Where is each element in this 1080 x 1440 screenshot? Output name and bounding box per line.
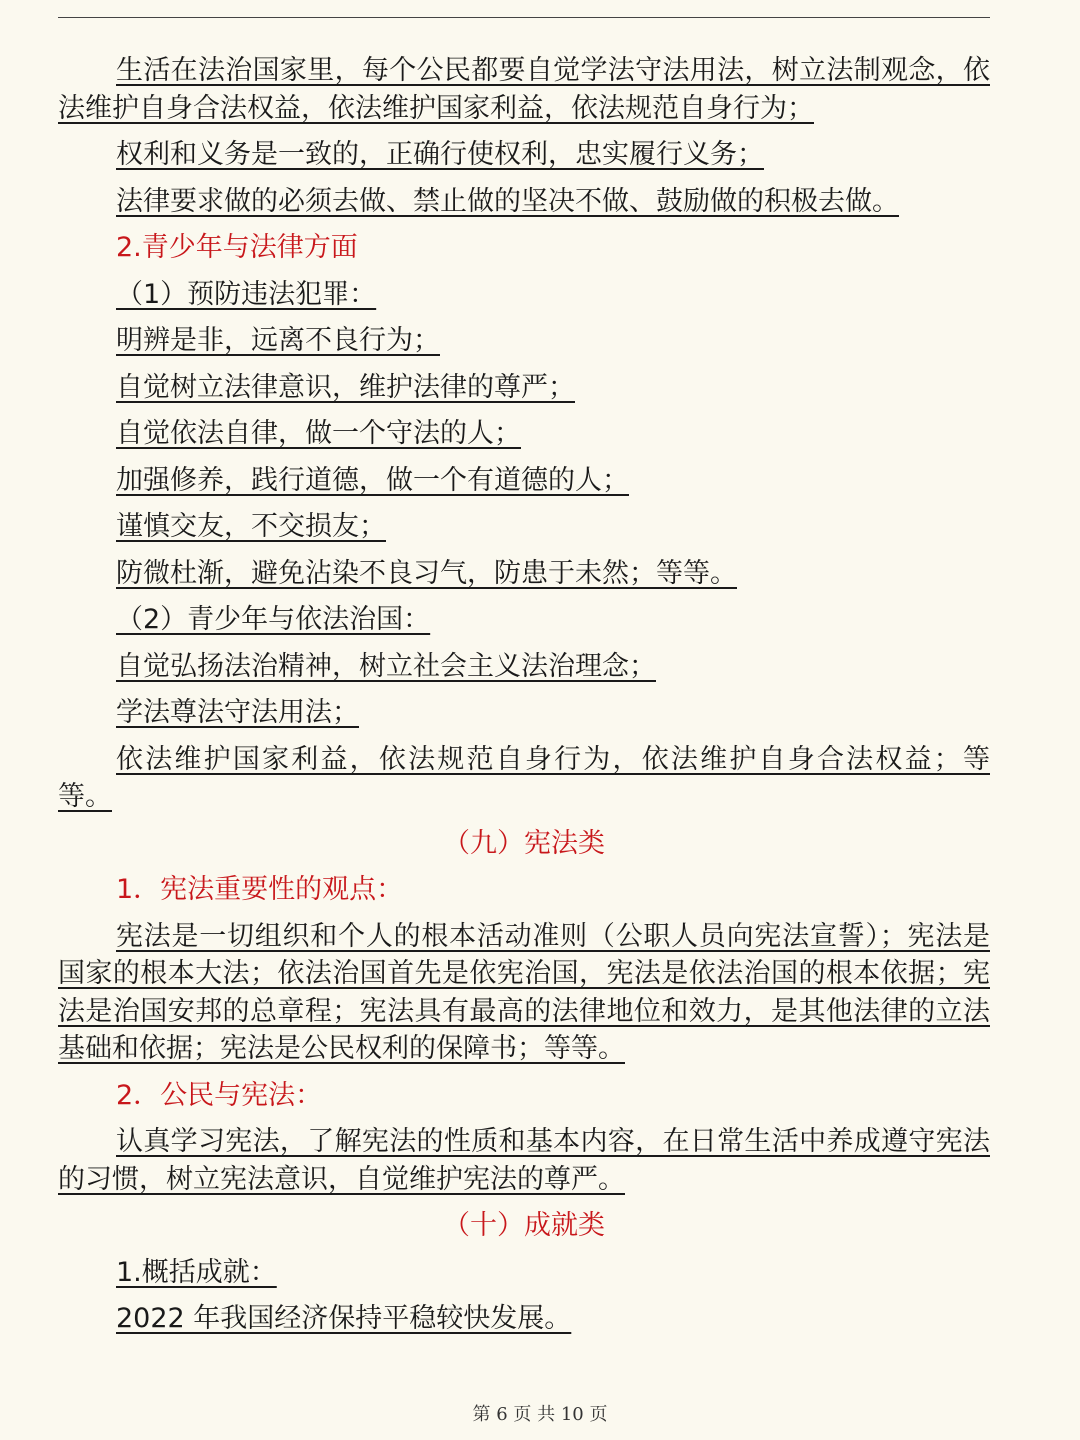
list-item: 防微杜渐，避免沾染不良习气，防患于未然；等等。	[116, 557, 737, 589]
list-item: 加强修养，践行道德，做一个有道德的人；	[116, 464, 629, 496]
list-item: 自觉弘扬法治精神，树立社会主义法治理念；	[116, 650, 656, 682]
heading-citizen-constitution: 2．公民与宪法：	[116, 1079, 323, 1111]
section-title-constitution: （九）宪法类	[443, 827, 605, 859]
paragraph: 2022 年我国经济保持平稳较快发展。	[116, 1303, 572, 1334]
list-item: 学法尊法守法用法；	[116, 697, 359, 728]
paragraph: 认真学习宪法，了解宪法的性质和基本内容，在日常生活中养成遵守宪法的习惯，树立宪法意识，自觉维护宪法的尊严。	[58, 1126, 990, 1195]
list-item: 自觉树立法律意识，维护法律的尊严；	[116, 371, 575, 403]
page-content	[58, 52, 990, 1347]
top-divider	[58, 17, 990, 18]
paragraph: 宪法是一切组织和个人的根本活动准则（公职人员向宪法宣誓）；宪法是国家的根本大法；依法治国首先是依宪治国，宪法是依法治国的根本依据；宪法是治国安邦的总章程；宪法具有最高的法律地位和效力，是其他法律的立法基础和依据；宪法是公民权利的保障书；等等。	[58, 920, 990, 1064]
list-item: 依法维护国家利益，依法规范自身行为，依法维护自身合法权益；等等。	[58, 743, 990, 812]
page-number-footer: 第 6 页 共 10 页	[472, 1404, 608, 1425]
subheading: （2）青少年与依法治国：	[116, 604, 431, 635]
heading-constitution-importance: 1．宪法重要性的观点：	[116, 874, 404, 905]
list-item: 明辨是非，远离不良行为；	[116, 325, 440, 356]
section-heading-youth-law: 2.青少年与法律方面	[116, 232, 358, 263]
section-title-achievements: （十）成就类	[443, 1210, 605, 1241]
subheading: 1.概括成就：	[116, 1256, 277, 1288]
subheading: （1）预防违法犯罪：	[116, 278, 377, 310]
list-item: 自觉依法自律，做一个守法的人；	[116, 418, 521, 449]
paragraph: 权利和义务是一致的，正确行使权利，忠实履行义务；	[116, 139, 764, 170]
paragraph: 生活在法治国家里，每个公民都要自觉学法守法用法，树立法制观念，依法维护自身合法权益，依法维护国家利益，依法规范自身行为；	[58, 55, 990, 124]
paragraph: 法律要求做的必须去做、禁止做的坚决不做、鼓励做的积极去做。	[116, 185, 899, 217]
list-item: 谨慎交友，不交损友；	[116, 511, 386, 542]
